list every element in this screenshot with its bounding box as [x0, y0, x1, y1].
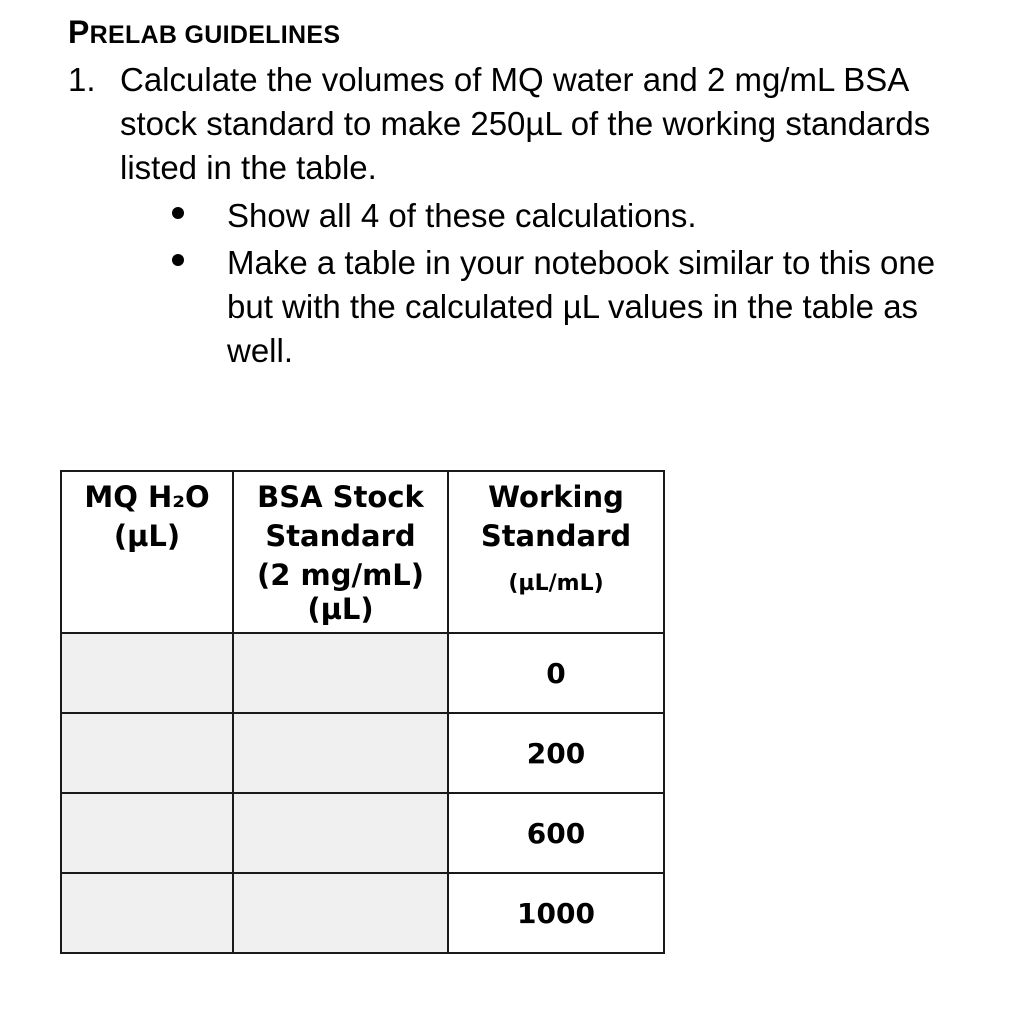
table-header-row: [61, 471, 664, 633]
page-title: [68, 14, 340, 51]
cell-working-standard: 1000: [448, 873, 664, 953]
table-row: [61, 873, 664, 953]
bullet-item: [160, 241, 980, 373]
table-row: [61, 633, 664, 713]
cell-working-standard: 0: [448, 633, 664, 713]
cell-working-standard: 200: [448, 713, 664, 793]
cell-mq-h2o: [61, 873, 233, 953]
header-bsa-stock: BSA Stock Standard (2 mg/mL) (µL): [233, 471, 448, 633]
header-working-standard: Working Standard (µL/mL): [448, 471, 664, 633]
cell-mq-h2o: [61, 633, 233, 713]
instruction-step: [68, 58, 988, 190]
cell-mq-h2o: [61, 713, 233, 793]
standards-table: [60, 470, 665, 954]
bullet-dot-icon: [172, 207, 184, 219]
step-number: 1.: [68, 61, 96, 98]
title-rest: RELAB GUIDELINES: [89, 21, 341, 49]
cell-bsa-stock: [233, 793, 448, 873]
cell-bsa-stock: [233, 633, 448, 713]
cell-bsa-stock: [233, 873, 448, 953]
step-text: Calculate the volumes of MQ water and 2 mg/mL BSA stock standard to make 250µL of the working standards listed in the table.: [120, 61, 931, 186]
title-initial: P: [68, 14, 90, 50]
bullet-dot-icon: [172, 254, 184, 266]
table-row: [61, 793, 664, 873]
cell-bsa-stock: [233, 713, 448, 793]
cell-mq-h2o: [61, 793, 233, 873]
table-row: [61, 713, 664, 793]
bullet-text: Show all 4 of these calculations.: [227, 197, 697, 234]
cell-working-standard: 600: [448, 793, 664, 873]
header-mq-h2o: MQ H₂O (µL): [61, 471, 233, 633]
bullet-text: Make a table in your notebook similar to this one but with the calculated µL values in the table as well.: [227, 244, 936, 369]
instruction-bullets: [160, 194, 980, 376]
bullet-item: [160, 194, 980, 238]
